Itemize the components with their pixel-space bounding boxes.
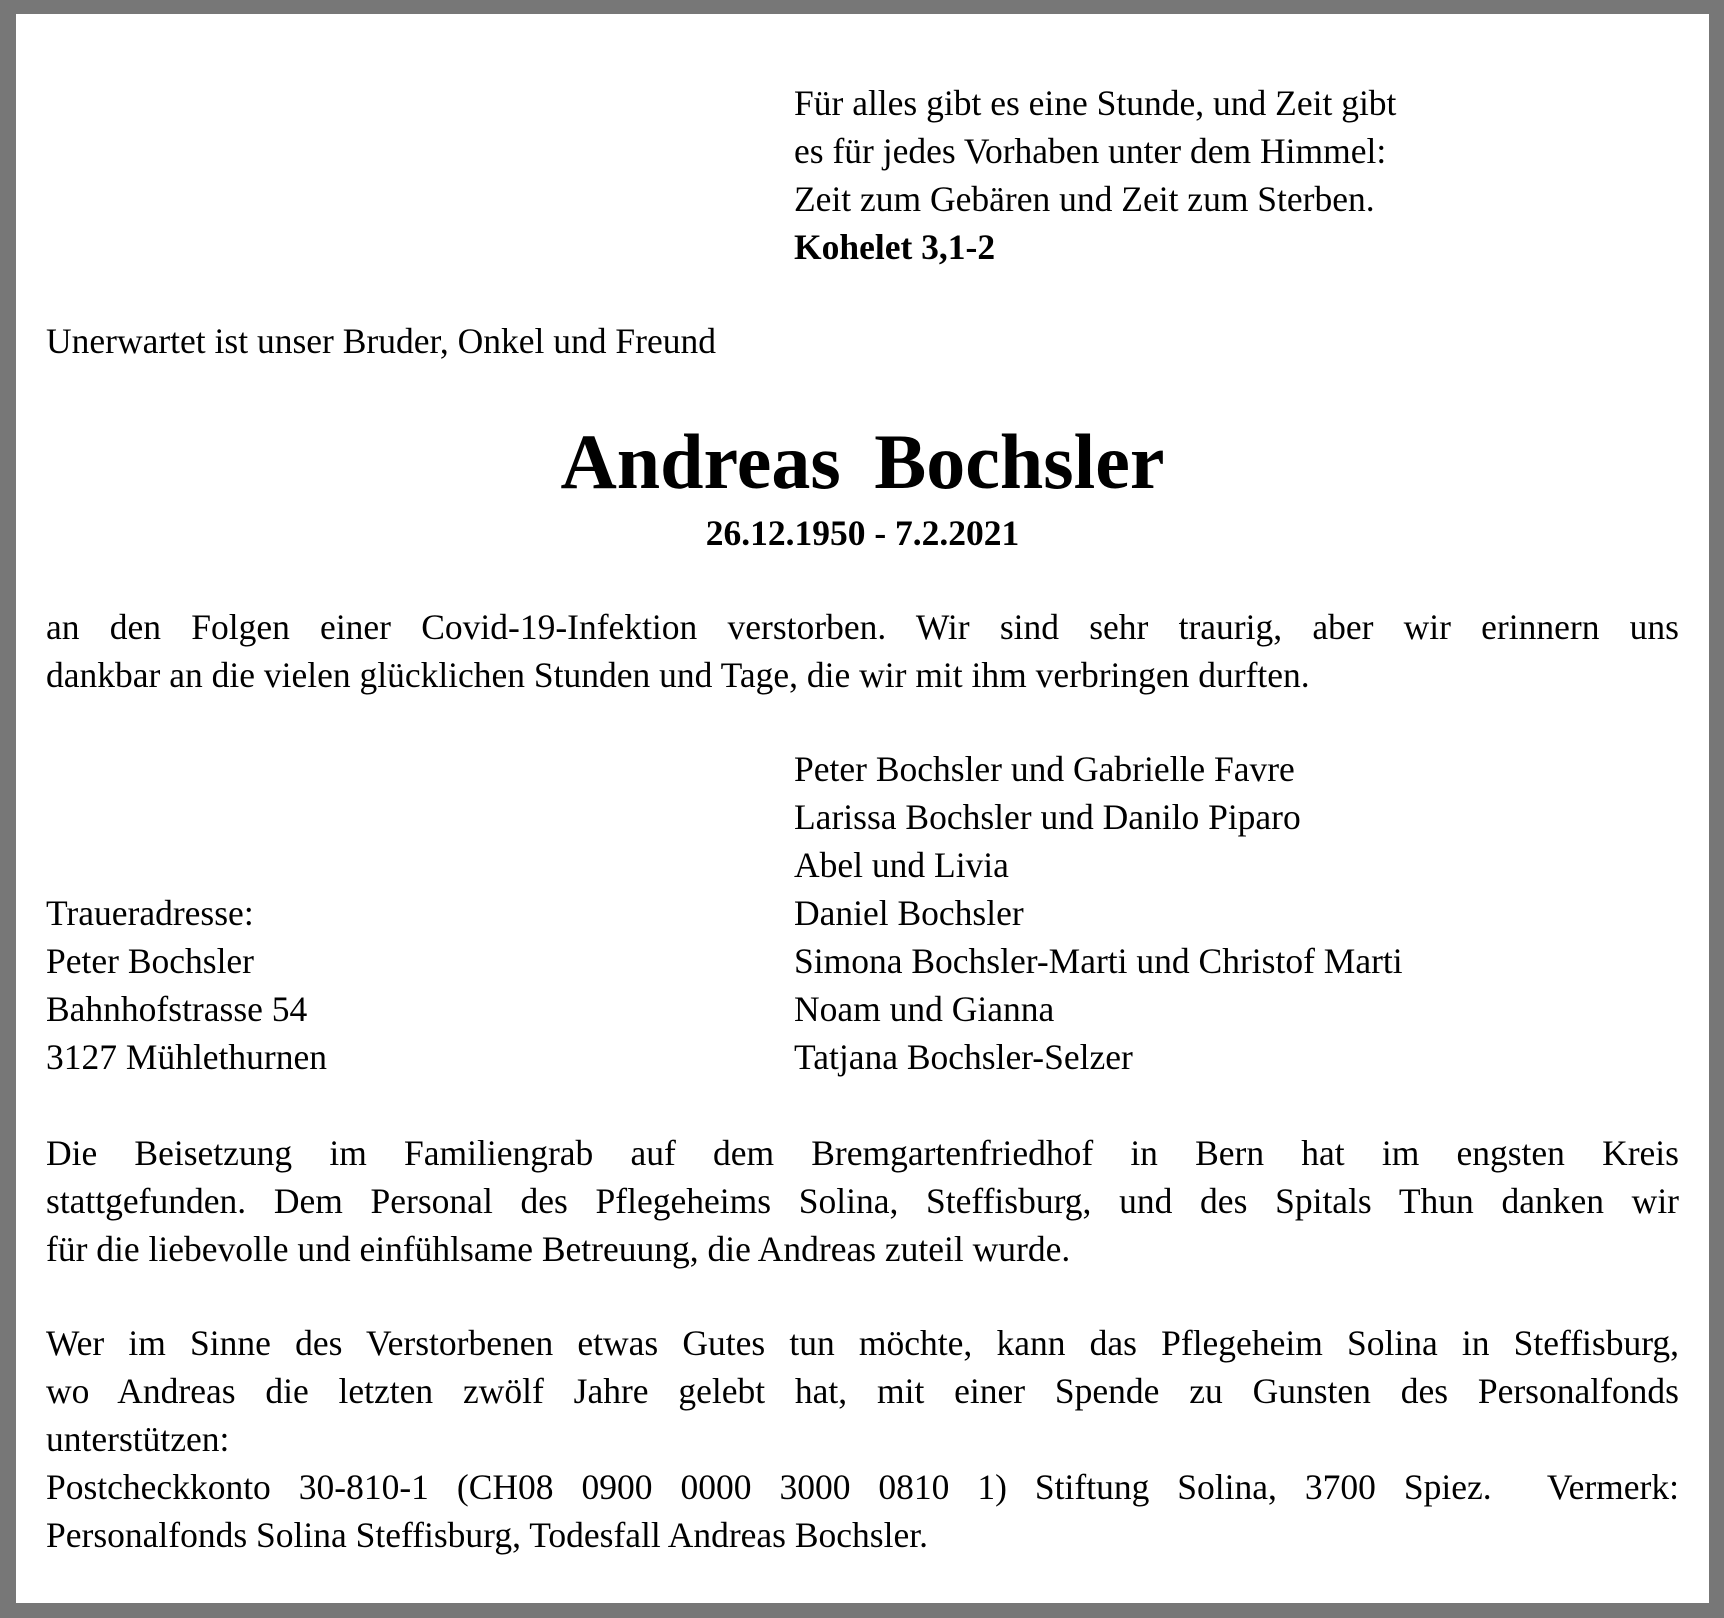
family-member: Simona Bochsler-Marti und Christof Marti (794, 941, 1403, 981)
obituary-page (16, 14, 1709, 1603)
family-member: Abel und Livia (794, 845, 1009, 885)
paragraph-line: Die Beisetzung im Familiengrab auf dem Bremgartenfriedhof in Bern hat im engsten Kreis (46, 1133, 1679, 1173)
quote-source: Kohelet 3,1-2 (794, 227, 996, 267)
paragraph-line: Personalfonds Solina Steffisburg, Todesfall Andreas Bochsler. (46, 1515, 928, 1555)
quote-line: es für jedes Vorhaben unter dem Himmel: (794, 131, 1387, 171)
deceased-dates: 26.12.1950 - 7.2.2021 (705, 513, 1020, 553)
paragraph-line: Wer im Sinne des Verstorbenen etwas Gutes tun möchte, kann das Pflegeheim Solina in Steffisburg, (46, 1323, 1679, 1363)
bank-account-line: Postcheckkonto 30-810-1 (CH08 0900 0000 3000 0810 1) Stiftung Solina, 3700 Spiez. Vermerk: (46, 1467, 1679, 1507)
mourning-address (46, 889, 327, 1081)
deceased-name: Andreas Bochsler (560, 418, 1165, 505)
paragraph-donation (46, 1319, 1679, 1559)
address-city: 3127 Mühlethurnen (46, 1037, 328, 1077)
paragraph-line: wo Andreas die letzten zwölf Jahre gelebt hat, mit einer Spende zu Gunsten des Personalfonds (46, 1371, 1679, 1411)
paragraph-death-notice (46, 603, 1679, 699)
bible-quote (794, 79, 1396, 271)
paragraph-line: unterstützen: (46, 1419, 230, 1459)
paragraph-line: an den Folgen einer Covid-19-Infektion verstorben. Wir sind sehr traurig, aber wir erinnern uns (46, 607, 1679, 647)
paragraph-line: für die liebevolle und einfühlsame Betreuung, die Andreas zuteil wurde. (46, 1229, 1071, 1269)
paragraph-line: dankbar an die vielen glücklichen Stunden und Tage, die wir mit ihm verbringen durften. (46, 655, 1310, 695)
family-member: Larissa Bochsler und Danilo Piparo (794, 797, 1301, 837)
family-member: Peter Bochsler und Gabrielle Favre (794, 749, 1295, 789)
address-label: Traueradresse: (46, 893, 254, 933)
family-member: Daniel Bochsler (794, 893, 1024, 933)
paragraph-line: stattgefunden. Dem Personal des Pflegeheims Solina, Steffisburg, und des Spitals Thun danken wir (46, 1181, 1679, 1221)
quote-line: Zeit zum Gebären und Zeit zum Sterben. (794, 179, 1375, 219)
family-list (794, 745, 1403, 1081)
quote-line: Für alles gibt es eine Stunde, und Zeit gibt (794, 83, 1397, 123)
address-name: Peter Bochsler (46, 941, 255, 981)
address-street: Bahnhofstrasse 54 (46, 989, 308, 1029)
family-member: Noam und Gianna (794, 989, 1055, 1029)
intro-text: Unerwartet ist unser Bruder, Onkel und Freund (46, 321, 716, 361)
paragraph-burial (46, 1129, 1679, 1273)
family-member: Tatjana Bochsler-Selzer (794, 1037, 1133, 1077)
